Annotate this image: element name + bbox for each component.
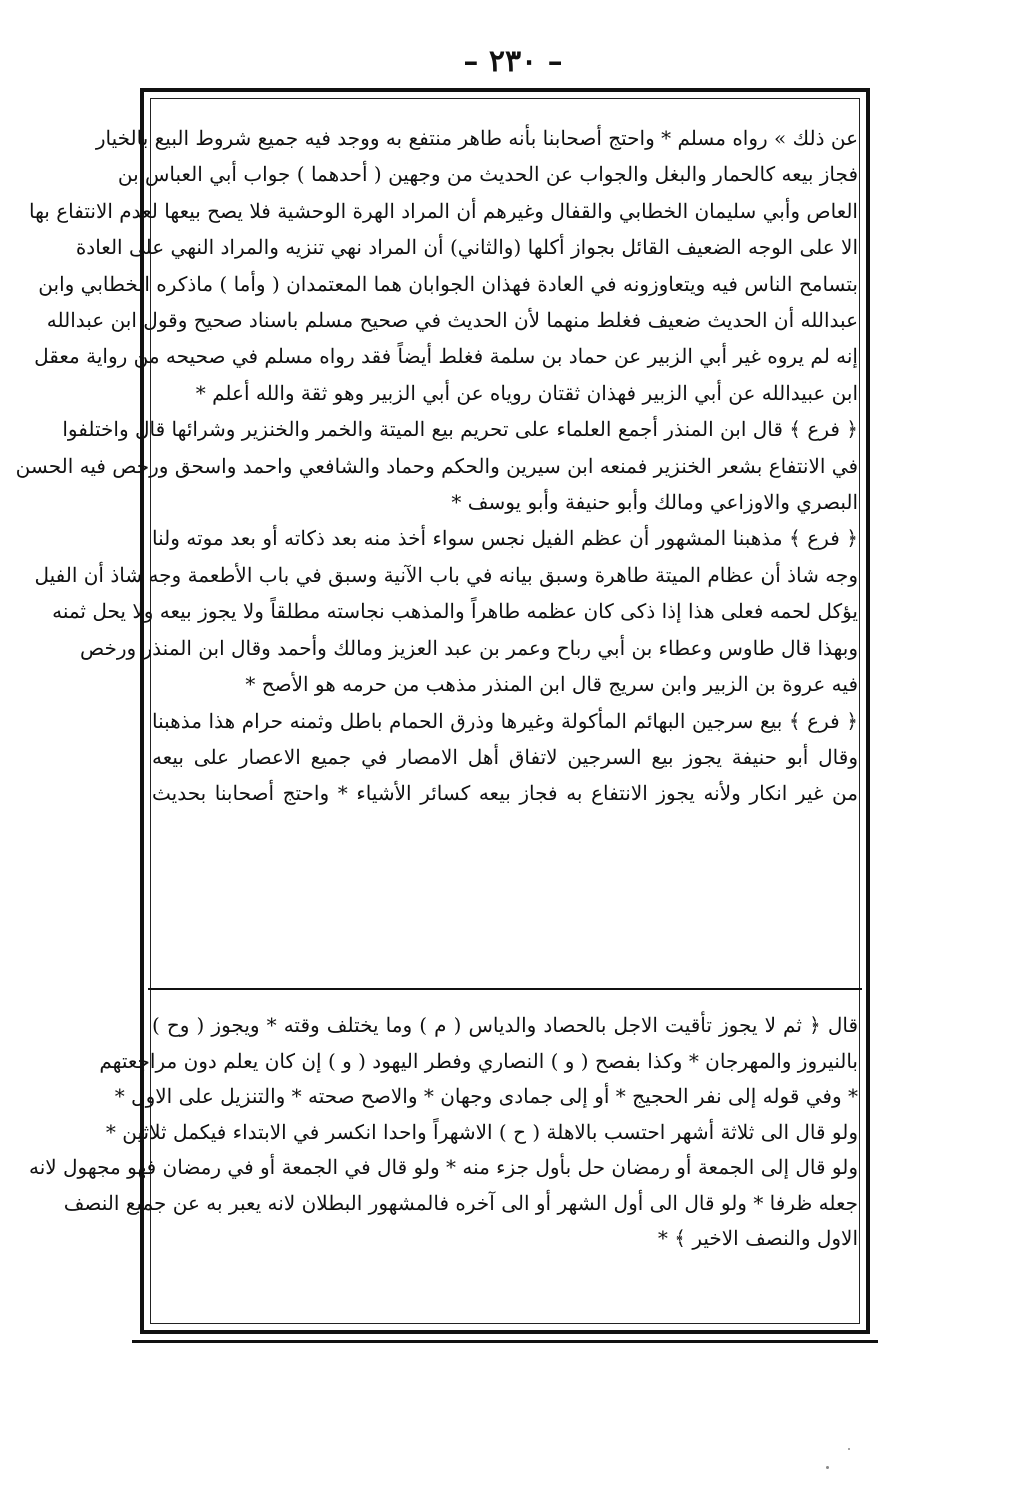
main-text-line: البصري والاوزاعي ومالك وأبو حنيفة وأبو يوسف * bbox=[451, 490, 858, 515]
matn-text-line: بالنيروز والمهرجان * وكذا بفصح ( و ) النصاري وفطر اليهود ( و ) إن كان يعلم دون مراجعتهم bbox=[99, 1048, 858, 1073]
matn-text bbox=[28, 1008, 858, 1257]
section-separator-rule bbox=[148, 988, 862, 990]
bottom-rule bbox=[132, 1340, 878, 1343]
matn-text-line: الاول والنصف الاخير ﴾ * bbox=[657, 1226, 858, 1250]
main-text-line: بتسامح الناس فيه ويتعاوزونه في العادة فهذان الجوابان هما المعتمدان ( وأما ) ماذكره الخطابي وابن bbox=[38, 271, 858, 296]
main-text-line: وبهذا قال طاوس وعطاء بن أبي رباح وعمر بن عبد العزيز ومالك وأحمد وقال ابن المنذر ورخص bbox=[79, 635, 858, 660]
paper-speck bbox=[826, 1466, 829, 1469]
main-text-line: في الانتفاع بشعر الخنزير فمنعه ابن سيرين والحكم وحماد والشافعي واحمد واسحق ورخص فيه الحسن bbox=[15, 453, 858, 478]
main-text-line: ﴿ فرع ﴾ بيع سرجين البهائم المأكولة وغيرها وذرق الحمام باطل وثمنه حرام هذا مذهبنا bbox=[152, 708, 858, 733]
main-text-line: وقال أبو حنيفة يجوز بيع السرجين لاتفاق أهل الامصار في جميع الاعصار على بيعه bbox=[152, 744, 858, 769]
main-text-line: العاص وأبي سليمان الخطابي والقفال وغيرهم أن المراد الهرة الوحشية فلا يصح بيعها لعدم الانتفاع بها bbox=[28, 198, 858, 223]
matn-text-line: ولو قال إلى الجمعة أو رمضان حل بأول جزء منه * ولو قال في الجمعة أو في رمضان فهو مجهول لانه bbox=[28, 1155, 858, 1179]
matn-text-line: ولو قال الى ثلاثة أشهر احتسب بالاهلة ( ح ) الاشهراً واحدا انكسر في الابتداء فيكمل ثلاثين * bbox=[105, 1119, 858, 1144]
main-text-line: ﴿ فرع ﴾ مذهبنا المشهور أن عظم الفيل نجس سواء أخذ منه بعد ذكاته أو بعد موته ولنا bbox=[152, 526, 858, 551]
matn-text-line: جعله ظرفا * ولو قال الى أول الشهر أو الى آخره فالمشهور البطلان لانه يعبر به عن جميع النصف bbox=[63, 1190, 858, 1215]
matn-text-line: قال ﴿ ثم لا يجوز تأقيت الاجل بالحصاد والدياس ( م ) وما يختلف وقته * ويجوز ( وح ) bbox=[152, 1013, 858, 1037]
main-text-line: الا على الوجه الضعيف القائل بجواز أكلها (والثاني) أن المراد نهي تنزيه والمراد النهي على العادة bbox=[75, 235, 858, 260]
main-text-line: ابن عبيدالله عن أبي الزبير فهذان ثقتان روياه عن أبي الزبير وهو ثقة والله أعلم * bbox=[195, 380, 858, 405]
main-text-line: إنه لم يروه غير أبي الزبير عن حماد بن سلمة فغلط أيضاً فقد رواه مسلم في صحيحه من رواية معقل bbox=[34, 344, 858, 369]
main-text-line: من غير انكار ولأنه يجوز الانتفاع به فجاز بيعه كسائر الأشياء * واحتج أصحابنا بحديث bbox=[152, 781, 858, 806]
main-commentary-text bbox=[15, 120, 858, 812]
main-text-line: فجاز بيعه كالحمار والبغل والجواب عن الحديث من وجهين ( أحدهما ) جواب أبي العباس بن bbox=[117, 162, 858, 187]
matn-text-line: * وفي قوله إلى نفر الحجيج * أو إلى جمادى وجهان * والاصح صحته * والتنزيل على الاول * bbox=[114, 1084, 858, 1108]
main-text-line: عن ذلك » رواه مسلم * واحتج أصحابنا بأنه طاهر منتفع به ووجد فيه جميع شروط البيع بالخيار bbox=[95, 126, 858, 150]
main-text-line: يؤكل لحمه فعلى هذا إذا ذكى كان عظمه طاهراً والمذهب نجاسته مطلقاً ولا يجوز بيعه ولا يحل ثمنه bbox=[52, 599, 858, 624]
main-text-line: وجه شاذ أن عظام الميتة طاهرة وسبق بيانه في باب الآنية وسبق في باب الأطعمة وجه شاذ أن الفيل bbox=[34, 562, 858, 587]
main-text-line: عبدالله أن الحديث ضعيف فغلط منهما لأن الحديث في صحيح مسلم باسناد صحيح وقول ابن عبدالله bbox=[46, 308, 858, 333]
paper-speck bbox=[848, 1448, 850, 1450]
main-text-line: فيه عروة بن الزبير وابن سريج قال ابن المنذر مذهب من حرمه هو الأصح * bbox=[245, 672, 858, 697]
page-number: – ٢٣٠ – bbox=[463, 44, 563, 79]
main-text-line: ﴿ فرع ﴾ قال ابن المنذر أجمع العلماء على تحريم بيع الميتة والخمر والخنزير وشرائها قال واختلفوا bbox=[62, 417, 858, 442]
